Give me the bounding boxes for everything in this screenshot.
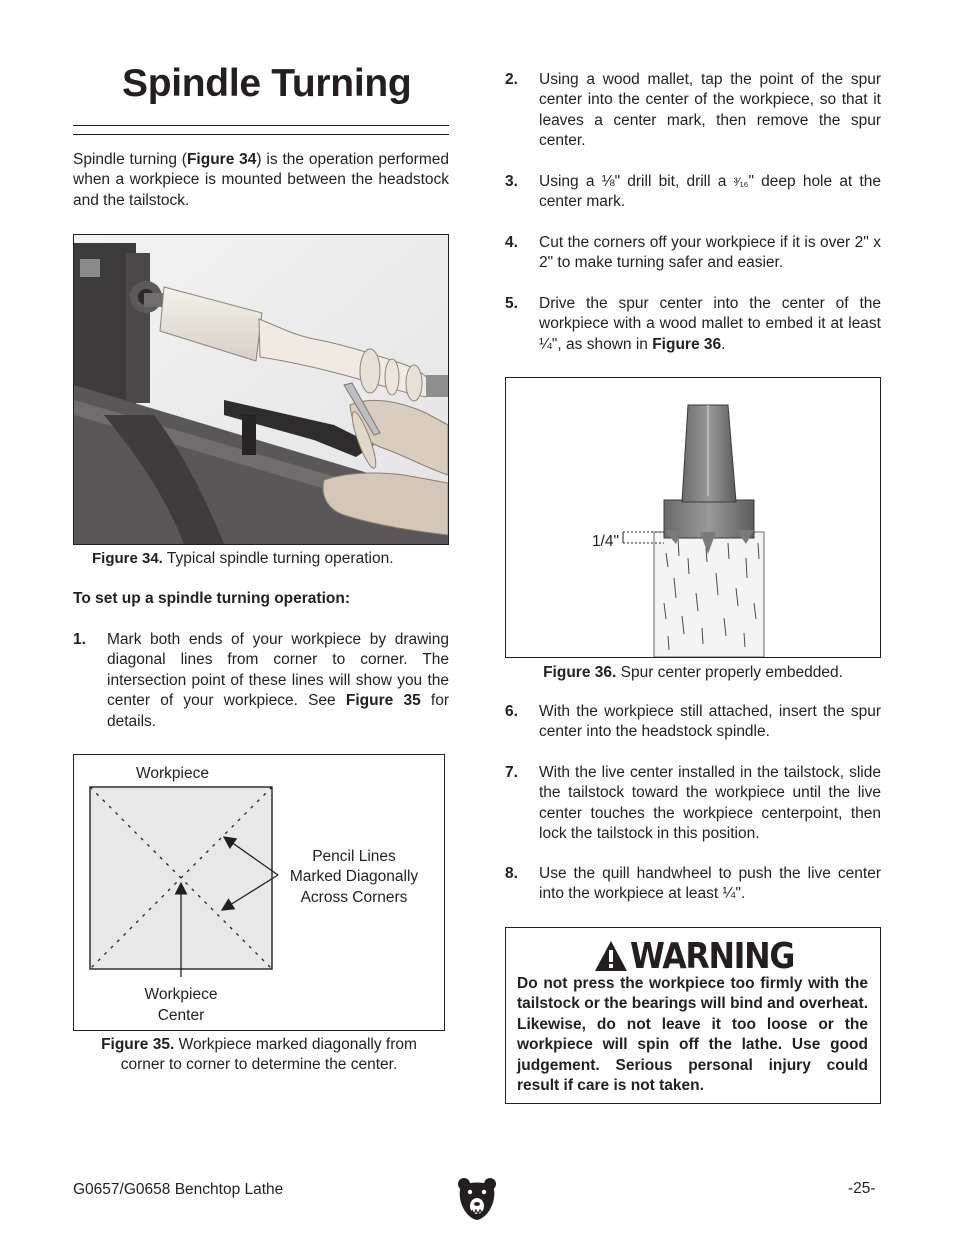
step-3-number: 3. (505, 173, 518, 190)
step-5 (505, 294, 881, 355)
warning-text: Do not press the workpiece too firmly with the tailstock or the bearings will bind and overheat. Likewise, do not leave it too loose or the workpiece will spin off the lathe. Use good judgement. Serious personal injury could result if care is not taken. (517, 975, 868, 1095)
warning-title: WARNING (630, 935, 795, 977)
step-6-number: 6. (505, 703, 518, 720)
workpiece-label: Workpiece (136, 765, 209, 782)
spur-center-taper (682, 405, 736, 502)
warning-box (505, 927, 881, 1104)
intro-paragraph: Spindle turning (Figure 34) is the operation performed when a workpiece is mounted between the headstock and the tailstock. (73, 151, 449, 209)
step-6-text: With the workpiece still attached, insert the spur center into the headstock spindle. (539, 703, 881, 741)
center-label-line-1: Workpiece (144, 986, 218, 1003)
footer-model: G0657/G0658 Benchtop Lathe (73, 1181, 284, 1198)
spur-center-diagram (506, 378, 880, 657)
step-4-text: Cut the corners off your workpiece if it is over 2" x 2" to make turning safer and easier. (539, 234, 881, 272)
step-5-number: 5. (505, 295, 518, 312)
figure-34-photo (73, 234, 449, 545)
step-8-text: Use the quill handwheel to push the live center into the workpiece at least ¼". (539, 865, 881, 903)
figure-35-caption: Figure 35. Workpiece marked diagonally from corner to corner to determine the center. (101, 1036, 417, 1074)
step-4 (505, 233, 881, 274)
step-1-text: Mark both ends of your workpiece by drawing diagonal lines from corner to corner. The intersection point of these lines will show you the center of your workpiece. See Figure 35 for details. (107, 631, 449, 730)
step-2-number: 2. (505, 71, 518, 88)
figure-34-caption: Figure 34. Typical spindle turning operation. (92, 550, 394, 567)
bear-head-logo-icon (456, 1176, 498, 1222)
warning-header (594, 936, 816, 976)
center-label-line-2: Center (157, 1007, 205, 1024)
figure-36-diagram (505, 377, 881, 658)
page-title: Spindle Turning (122, 62, 412, 105)
step-4-number: 4. (505, 234, 518, 251)
lathe-photo-illustration (74, 235, 448, 544)
title-rule-top (73, 125, 449, 126)
step-7-text: With the live center installed in the tailstock, slide the tailstock toward the workpiece until the live center touches the workpiece centerpoint, then lock the tailstock in this position. (539, 764, 881, 843)
warning-triangle-icon (594, 940, 628, 972)
step-7 (505, 763, 881, 845)
setup-heading: To set up a spindle turning operation: (73, 590, 350, 607)
step-2-text: Using a wood mallet, tap the point of the spur center into the center of the workpiece, so that it leaves a center mark, then remove the spur center. (539, 71, 881, 150)
step-8-number: 8. (505, 865, 518, 882)
step-7-number: 7. (505, 764, 518, 781)
figure-35-diagram (73, 754, 445, 1031)
embed-depth-label: 1/4" (591, 533, 619, 550)
title-rule-bottom (73, 134, 449, 135)
step-1 (73, 630, 449, 732)
step-8 (505, 864, 881, 905)
step-3 (505, 172, 881, 213)
pencil-label-line-3: Across Corners (300, 889, 408, 906)
step-6 (505, 702, 881, 743)
workpiece-diagonal-diagram (74, 755, 444, 1030)
step-1-number: 1. (73, 631, 86, 648)
pencil-label-line-2: Marked Diagonally (289, 868, 419, 885)
footer-page-number: -25- (848, 1180, 876, 1197)
step-5-text: Drive the spur center into the center of the workpiece with a wood mallet to embed it at least ¼", as shown in Figure 36. (539, 295, 881, 353)
step-3-text: Using a ⅛" drill bit, drill a ³⁄₁₆" deep hole at the center mark. (539, 173, 881, 211)
pencil-label-line-1: Pencil Lines (312, 848, 396, 865)
figure-36-caption: Figure 36. Spur center properly embedded. (543, 664, 843, 681)
step-2 (505, 70, 881, 152)
